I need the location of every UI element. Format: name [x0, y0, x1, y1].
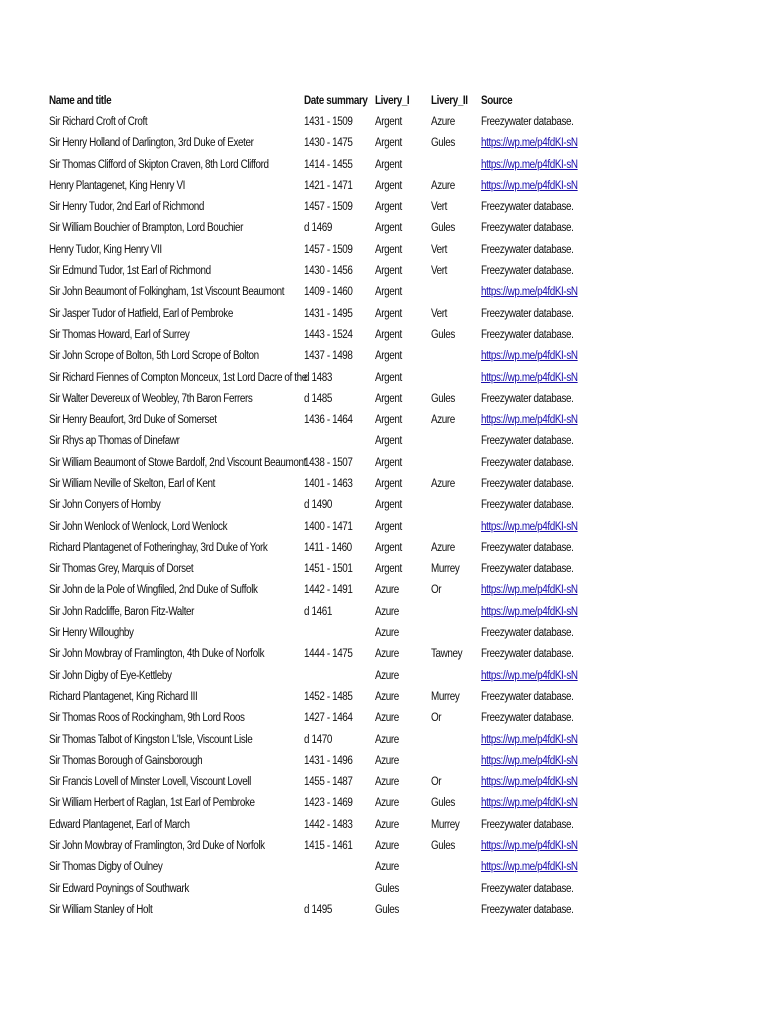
name-cell: Sir Henry Tudor, 2nd Earl of Richmond: [49, 201, 205, 214]
source-cell: Freezywater database.: [481, 903, 574, 916]
source-cell: Freezywater database.: [481, 541, 574, 554]
table-body: [49, 111, 729, 920]
livery-2-cell: Murrey: [431, 818, 460, 831]
table-row: [49, 409, 729, 430]
table-row: [49, 388, 729, 409]
livery-1-cell: Azure: [375, 861, 399, 874]
source-cell: Freezywater database.: [481, 435, 574, 448]
table-row: [49, 665, 729, 686]
livery-2-cell: Azure: [431, 541, 455, 554]
name-cell: Sir Thomas Grey, Marquis of Dorset: [49, 563, 194, 576]
livery-2-cell: Or: [431, 776, 442, 789]
table-row: [49, 686, 729, 707]
name-cell: Sir Thomas Howard, Earl of Surrey: [49, 328, 190, 341]
livery-1-cell: Argent: [375, 286, 402, 299]
table-row: [49, 346, 729, 367]
name-cell: Sir John Scrope of Bolton, 5th Lord Scrope of Bolton: [49, 350, 259, 363]
source-cell: Freezywater database.: [481, 882, 574, 895]
header-date: Date summary: [304, 94, 368, 107]
date-cell: 1431 - 1509: [304, 115, 353, 128]
livery-1-cell: Argent: [375, 456, 402, 469]
table-row: [49, 154, 729, 175]
livery-2-cell: Vert: [431, 201, 448, 214]
livery-2-cell: Gules: [431, 222, 455, 235]
table-row: [49, 559, 729, 580]
livery-2-cell: Azure: [431, 414, 455, 427]
date-cell: 1431 - 1496: [304, 754, 353, 767]
name-cell: Richard Plantagenet of Fotheringhay, 3rd Duke of York: [49, 541, 268, 554]
livery-1-cell: Azure: [375, 584, 399, 597]
table-row: [49, 175, 729, 196]
livery-2-cell: Gules: [431, 392, 455, 405]
source-link[interactable]: https://wp.me/p4fdKI-sN: [481, 669, 578, 682]
source-cell: Freezywater database.: [481, 499, 574, 512]
date-cell: 1421 - 1471: [304, 179, 353, 192]
source-cell: Freezywater database.: [481, 712, 574, 725]
date-cell: d 1469: [304, 222, 332, 235]
livery-2-cell: Gules: [431, 840, 455, 853]
livery-1-cell: Azure: [375, 690, 399, 703]
name-cell: Sir Thomas Clifford of Skipton Craven, 8th Lord Clifford: [49, 158, 269, 171]
source-link[interactable]: https://wp.me/p4fdKI-sN: [481, 840, 578, 853]
name-cell: Sir Edward Poynings of Southwark: [49, 882, 189, 895]
livery-1-cell: Argent: [375, 328, 402, 341]
livery-1-cell: Argent: [375, 435, 402, 448]
table-row: [49, 708, 729, 729]
date-cell: 1427 - 1464: [304, 712, 353, 725]
date-cell: 1452 - 1485: [304, 690, 353, 703]
name-cell: Sir William Stanley of Holt: [49, 903, 153, 916]
source-link[interactable]: https://wp.me/p4fdKI-sN: [481, 776, 578, 789]
livery-2-cell: Murrey: [431, 690, 460, 703]
table-row: [49, 750, 729, 771]
name-cell: Sir John Radcliffe, Baron Fitz-Walter: [49, 605, 195, 618]
name-cell: Sir Rhys ap Thomas of Dinefawr: [49, 435, 180, 448]
livery-1-cell: Argent: [375, 541, 402, 554]
header-name: Name and title: [49, 94, 112, 107]
date-cell: 1436 - 1464: [304, 414, 353, 427]
source-link[interactable]: https://wp.me/p4fdKI-sN: [481, 350, 578, 363]
livery-2-cell: Vert: [431, 243, 448, 256]
name-cell: Richard Plantagenet, King Richard III: [49, 690, 198, 703]
livery-1-cell: Argent: [375, 499, 402, 512]
name-cell: Sir Walter Devereux of Weobley, 7th Baron Ferrers: [49, 392, 253, 405]
livery-1-cell: Azure: [375, 712, 399, 725]
livery-1-cell: Argent: [375, 243, 402, 256]
name-cell: Sir John Beaumont of Folkingham, 1st Viscount Beaumont: [49, 286, 285, 299]
livery-1-cell: Argent: [375, 350, 402, 363]
date-cell: 1444 - 1475: [304, 648, 353, 661]
source-cell: Freezywater database.: [481, 456, 574, 469]
source-link[interactable]: https://wp.me/p4fdKI-sN: [481, 605, 578, 618]
name-cell: Sir William Bouchier of Brampton, Lord Bouchier: [49, 222, 243, 235]
table-row: [49, 835, 729, 856]
source-link[interactable]: https://wp.me/p4fdKI-sN: [481, 137, 578, 150]
date-cell: 1437 - 1498: [304, 350, 353, 363]
source-cell: Freezywater database.: [481, 627, 574, 640]
table-row: [49, 857, 729, 878]
source-cell: Freezywater database.: [481, 563, 574, 576]
name-cell: Sir John Conyers of Hornby: [49, 499, 161, 512]
livery-1-cell: Argent: [375, 265, 402, 278]
date-cell: 1423 - 1469: [304, 797, 353, 810]
date-cell: d 1485: [304, 392, 332, 405]
source-link[interactable]: https://wp.me/p4fdKI-sN: [481, 414, 578, 427]
source-cell: Freezywater database.: [481, 307, 574, 320]
source-cell: Freezywater database.: [481, 265, 574, 278]
table-row: [49, 260, 729, 281]
name-cell: Sir Richard Fiennes of Compton Monceux, 1st Lord Dacre of the: [49, 371, 307, 384]
source-link[interactable]: https://wp.me/p4fdKI-sN: [481, 733, 578, 746]
source-cell: Freezywater database.: [481, 477, 574, 490]
name-cell: Sir Jasper Tudor of Hatfield, Earl of Pembroke: [49, 307, 233, 320]
livery-1-cell: Azure: [375, 669, 399, 682]
livery-1-cell: Argent: [375, 307, 402, 320]
table-row: [49, 431, 729, 452]
table-row: [49, 537, 729, 558]
livery-1-cell: Argent: [375, 179, 402, 192]
livery-1-cell: Azure: [375, 797, 399, 810]
source-cell: Freezywater database.: [481, 648, 574, 661]
date-cell: 1443 - 1524: [304, 328, 353, 341]
name-cell: Sir Richard Croft of Croft: [49, 115, 148, 128]
livery-1-cell: Argent: [375, 222, 402, 235]
source-cell: Freezywater database.: [481, 392, 574, 405]
name-cell: Henry Tudor, King Henry VII: [49, 243, 162, 256]
table-row: [49, 196, 729, 217]
date-cell: d 1461: [304, 605, 332, 618]
source-cell: Freezywater database.: [481, 243, 574, 256]
date-cell: 1442 - 1491: [304, 584, 353, 597]
livery-1-cell: Azure: [375, 754, 399, 767]
source-cell: Freezywater database.: [481, 818, 574, 831]
date-cell: 1457 - 1509: [304, 201, 353, 214]
name-cell: Sir John de la Pole of Wingfiled, 2nd Duke of Suffolk: [49, 584, 258, 597]
date-cell: 1430 - 1475: [304, 137, 353, 150]
table-row: [49, 878, 729, 899]
date-cell: d 1490: [304, 499, 332, 512]
name-cell: Sir Henry Beaufort, 3rd Duke of Somerset: [49, 414, 217, 427]
livery-1-cell: Argent: [375, 477, 402, 490]
livery-1-cell: Argent: [375, 158, 402, 171]
livery-1-cell: Argent: [375, 137, 402, 150]
table-row: [49, 452, 729, 473]
livery-2-cell: Tawney: [431, 648, 463, 661]
source-link[interactable]: https://wp.me/p4fdKI-sN: [481, 158, 578, 171]
source-link[interactable]: https://wp.me/p4fdKI-sN: [481, 861, 578, 874]
livery-2-cell: Gules: [431, 328, 455, 341]
name-cell: Sir John Digby of Eye-Kettleby: [49, 669, 172, 682]
table-row: [49, 516, 729, 537]
source-link[interactable]: https://wp.me/p4fdKI-sN: [481, 584, 578, 597]
livery-1-cell: Azure: [375, 605, 399, 618]
livery-1-cell: Azure: [375, 648, 399, 661]
livery-1-cell: Gules: [375, 903, 399, 916]
date-cell: 1438 - 1507: [304, 456, 353, 469]
name-cell: Sir William Herbert of Raglan, 1st Earl of Pembroke: [49, 797, 255, 810]
name-cell: Sir Francis Lovell of Minster Lovell, Viscount Lovell: [49, 776, 251, 789]
source-cell: Freezywater database.: [481, 201, 574, 214]
source-link[interactable]: https://wp.me/p4fdKI-sN: [481, 754, 578, 767]
date-cell: 1431 - 1495: [304, 307, 353, 320]
livery-1-cell: Argent: [375, 115, 402, 128]
date-cell: 1455 - 1487: [304, 776, 353, 789]
livery-2-cell: Azure: [431, 179, 455, 192]
table-row: [49, 622, 729, 643]
table-row: [49, 644, 729, 665]
table-row: [49, 367, 729, 388]
livery-2-cell: Gules: [431, 797, 455, 810]
source-cell: Freezywater database.: [481, 222, 574, 235]
livery-1-cell: Argent: [375, 520, 402, 533]
name-cell: Sir Thomas Digby of Oulney: [49, 861, 163, 874]
header-livery-1: Livery_I: [375, 94, 410, 107]
name-cell: Sir John Wenlock of Wenlock, Lord Wenlock: [49, 520, 228, 533]
livery-1-cell: Argent: [375, 201, 402, 214]
date-cell: d 1470: [304, 733, 332, 746]
livery-1-cell: Argent: [375, 371, 402, 384]
table-row: [49, 580, 729, 601]
table-row: [49, 814, 729, 835]
date-cell: 1415 - 1461: [304, 840, 353, 853]
table-row: [49, 239, 729, 260]
name-cell: Sir Henry Holland of Darlington, 3rd Duke of Exeter: [49, 137, 254, 150]
livery-1-cell: Argent: [375, 392, 402, 405]
table-row: [49, 111, 729, 132]
livery-table: [49, 90, 729, 921]
table-header-row: [49, 90, 729, 111]
livery-1-cell: Azure: [375, 818, 399, 831]
livery-2-cell: Or: [431, 712, 442, 725]
name-cell: Sir Edmund Tudor, 1st Earl of Richmond: [49, 265, 211, 278]
name-cell: Sir John Mowbray of Framlington, 3rd Duke of Norfolk: [49, 840, 265, 853]
source-cell: Freezywater database.: [481, 328, 574, 341]
source-link[interactable]: https://wp.me/p4fdKI-sN: [481, 286, 578, 299]
header-livery-2: Livery_II: [431, 94, 468, 107]
source-cell: Freezywater database.: [481, 115, 574, 128]
date-cell: 1409 - 1460: [304, 286, 353, 299]
table-row: [49, 601, 729, 622]
table-row: [49, 282, 729, 303]
source-link[interactable]: https://wp.me/p4fdKI-sN: [481, 520, 578, 533]
livery-1-cell: Azure: [375, 627, 399, 640]
table-row: [49, 133, 729, 154]
table-row: [49, 324, 729, 345]
source-link[interactable]: https://wp.me/p4fdKI-sN: [481, 797, 578, 810]
livery-1-cell: Argent: [375, 414, 402, 427]
source-link[interactable]: https://wp.me/p4fdKI-sN: [481, 179, 578, 192]
date-cell: 1411 - 1460: [304, 541, 352, 554]
table-row: [49, 793, 729, 814]
source-link[interactable]: https://wp.me/p4fdKI-sN: [481, 371, 578, 384]
livery-2-cell: Vert: [431, 307, 448, 320]
date-cell: 1400 - 1471: [304, 520, 353, 533]
livery-1-cell: Gules: [375, 882, 399, 895]
date-cell: 1451 - 1501: [304, 563, 353, 576]
name-cell: Sir Thomas Borough of Gainsborough: [49, 754, 203, 767]
table-row: [49, 218, 729, 239]
livery-2-cell: Gules: [431, 137, 455, 150]
date-cell: 1457 - 1509: [304, 243, 353, 256]
livery-1-cell: Azure: [375, 733, 399, 746]
table-row: [49, 899, 729, 920]
livery-2-cell: Vert: [431, 265, 448, 278]
name-cell: Sir William Beaumont of Stowe Bardolf, 2nd Viscount Beaumont: [49, 456, 306, 469]
date-cell: 1401 - 1463: [304, 477, 353, 490]
name-cell: Sir Thomas Talbot of Kingston L'Isle, Viscount Lisle: [49, 733, 253, 746]
livery-2-cell: Azure: [431, 477, 455, 490]
table-row: [49, 303, 729, 324]
livery-2-cell: Murrey: [431, 563, 460, 576]
table-row: [49, 729, 729, 750]
name-cell: Sir John Mowbray of Framlington, 4th Duke of Norfolk: [49, 648, 265, 661]
livery-1-cell: Azure: [375, 776, 399, 789]
livery-1-cell: Argent: [375, 563, 402, 576]
name-cell: Edward Plantagenet, Earl of March: [49, 818, 190, 831]
date-cell: 1430 - 1456: [304, 265, 353, 278]
name-cell: Henry Plantagenet, King Henry VI: [49, 179, 186, 192]
livery-2-cell: Or: [431, 584, 442, 597]
date-cell: 1442 - 1483: [304, 818, 353, 831]
livery-2-cell: Azure: [431, 115, 455, 128]
table-row: [49, 495, 729, 516]
name-cell: Sir Henry Willoughby: [49, 627, 134, 640]
name-cell: Sir William Neville of Skelton, Earl of Kent: [49, 477, 216, 490]
date-cell: 1414 - 1455: [304, 158, 353, 171]
date-cell: d 1483: [304, 371, 332, 384]
date-cell: d 1495: [304, 903, 332, 916]
name-cell: Sir Thomas Roos of Rockingham, 9th Lord Roos: [49, 712, 245, 725]
header-source: Source: [481, 94, 513, 107]
table-row: [49, 772, 729, 793]
table-row: [49, 473, 729, 494]
source-cell: Freezywater database.: [481, 690, 574, 703]
livery-1-cell: Azure: [375, 840, 399, 853]
